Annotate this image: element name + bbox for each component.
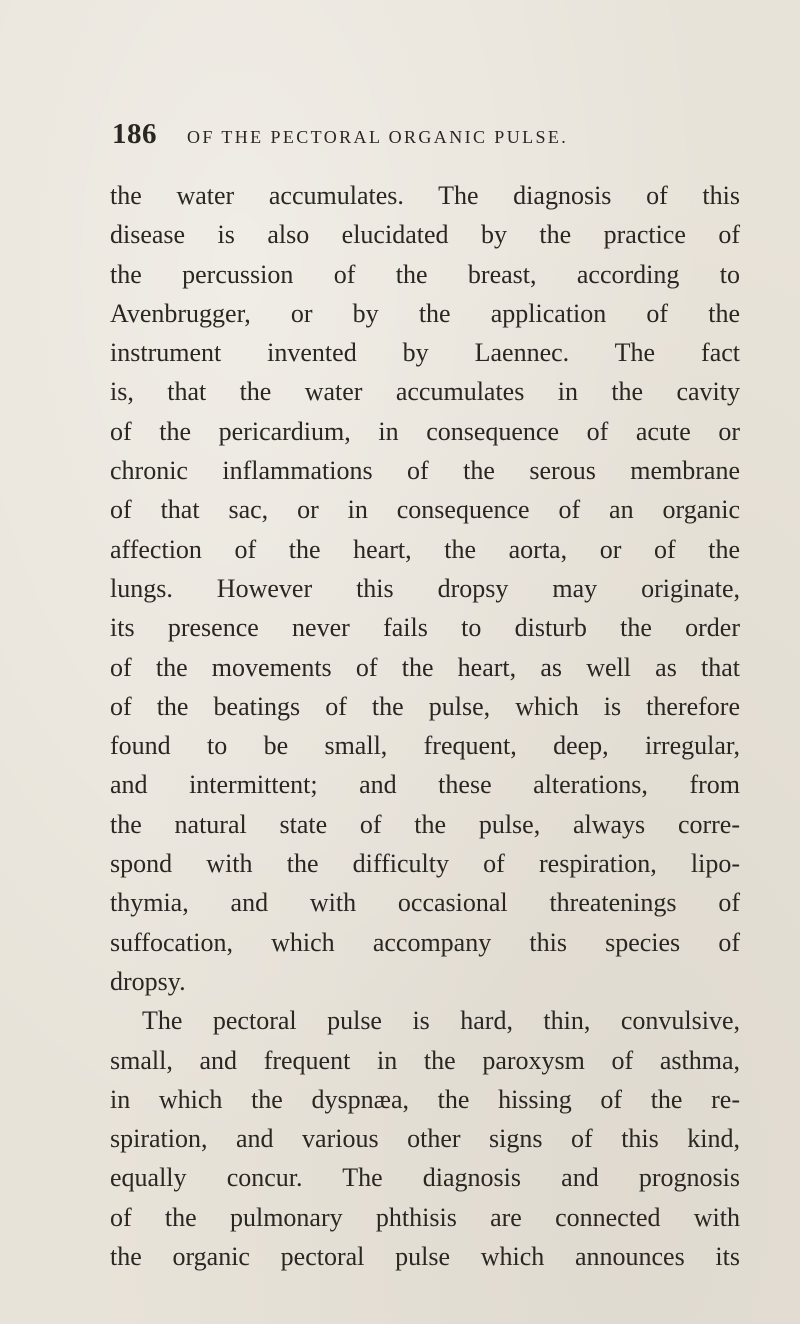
text-line: found to be small, frequent, deep, irregular, <box>110 731 740 761</box>
text-line: of the beatings of the pulse, which is therefore <box>110 691 740 721</box>
text-line: the natural state of the pulse, always corre- <box>110 809 740 839</box>
text-line: its presence never fails to disturb the order <box>110 613 740 643</box>
text-line: the organic pectoral pulse which announces its <box>110 1242 740 1272</box>
page-header <box>112 118 752 154</box>
text-line: instrument invented by Laennec. The fact <box>110 338 740 368</box>
paragraph-end-line: dropsy. <box>110 966 186 996</box>
text-line: small, and frequent in the paroxysm of asthma, <box>110 1045 740 1075</box>
text-line: of the movements of the heart, as well as that <box>110 652 740 682</box>
text-line: is, that the water accumulates in the cavity <box>110 377 740 407</box>
text-line: spiration, and various other signs of this kind, <box>110 1124 740 1154</box>
text-line: disease is also elucidated by the practice of <box>110 220 740 250</box>
text-line: and intermittent; and these alterations, from <box>110 770 740 800</box>
text-line: Avenbrugger, or by the application of the <box>110 298 740 328</box>
text-line: equally concur. The diagnosis and prognosis <box>110 1163 740 1193</box>
text-line: the water accumulates. The diagnosis of this <box>110 181 740 210</box>
text-line: chronic inflammations of the serous membrane <box>110 456 740 486</box>
running-head: OF THE PECTORAL ORGANIC PULSE. <box>187 127 569 147</box>
text-line: thymia, and with occasional threatenings of <box>110 888 740 918</box>
text-line: suffocation, which accompany this species of <box>110 927 740 957</box>
text-line: spond with the difficulty of respiration, lipo- <box>110 849 740 879</box>
paragraph-start-line: The pectoral pulse is hard, thin, convulsive, <box>142 1006 740 1036</box>
text-line: in which the dyspnæa, the hissing of the re- <box>110 1084 740 1114</box>
text-line: lungs. However this dropsy may originate, <box>110 573 740 603</box>
text-line: of that sac, or in consequence of an organic <box>110 495 740 525</box>
page-number: 186 <box>112 118 157 150</box>
text-line: of the pulmonary phthisis are connected with <box>110 1202 740 1232</box>
text-line: of the pericardium, in consequence of acute or <box>110 416 740 446</box>
body-text <box>110 176 740 1276</box>
text-line: the percussion of the breast, according to <box>110 259 740 289</box>
text-line: affection of the heart, the aorta, or of the <box>110 534 740 564</box>
